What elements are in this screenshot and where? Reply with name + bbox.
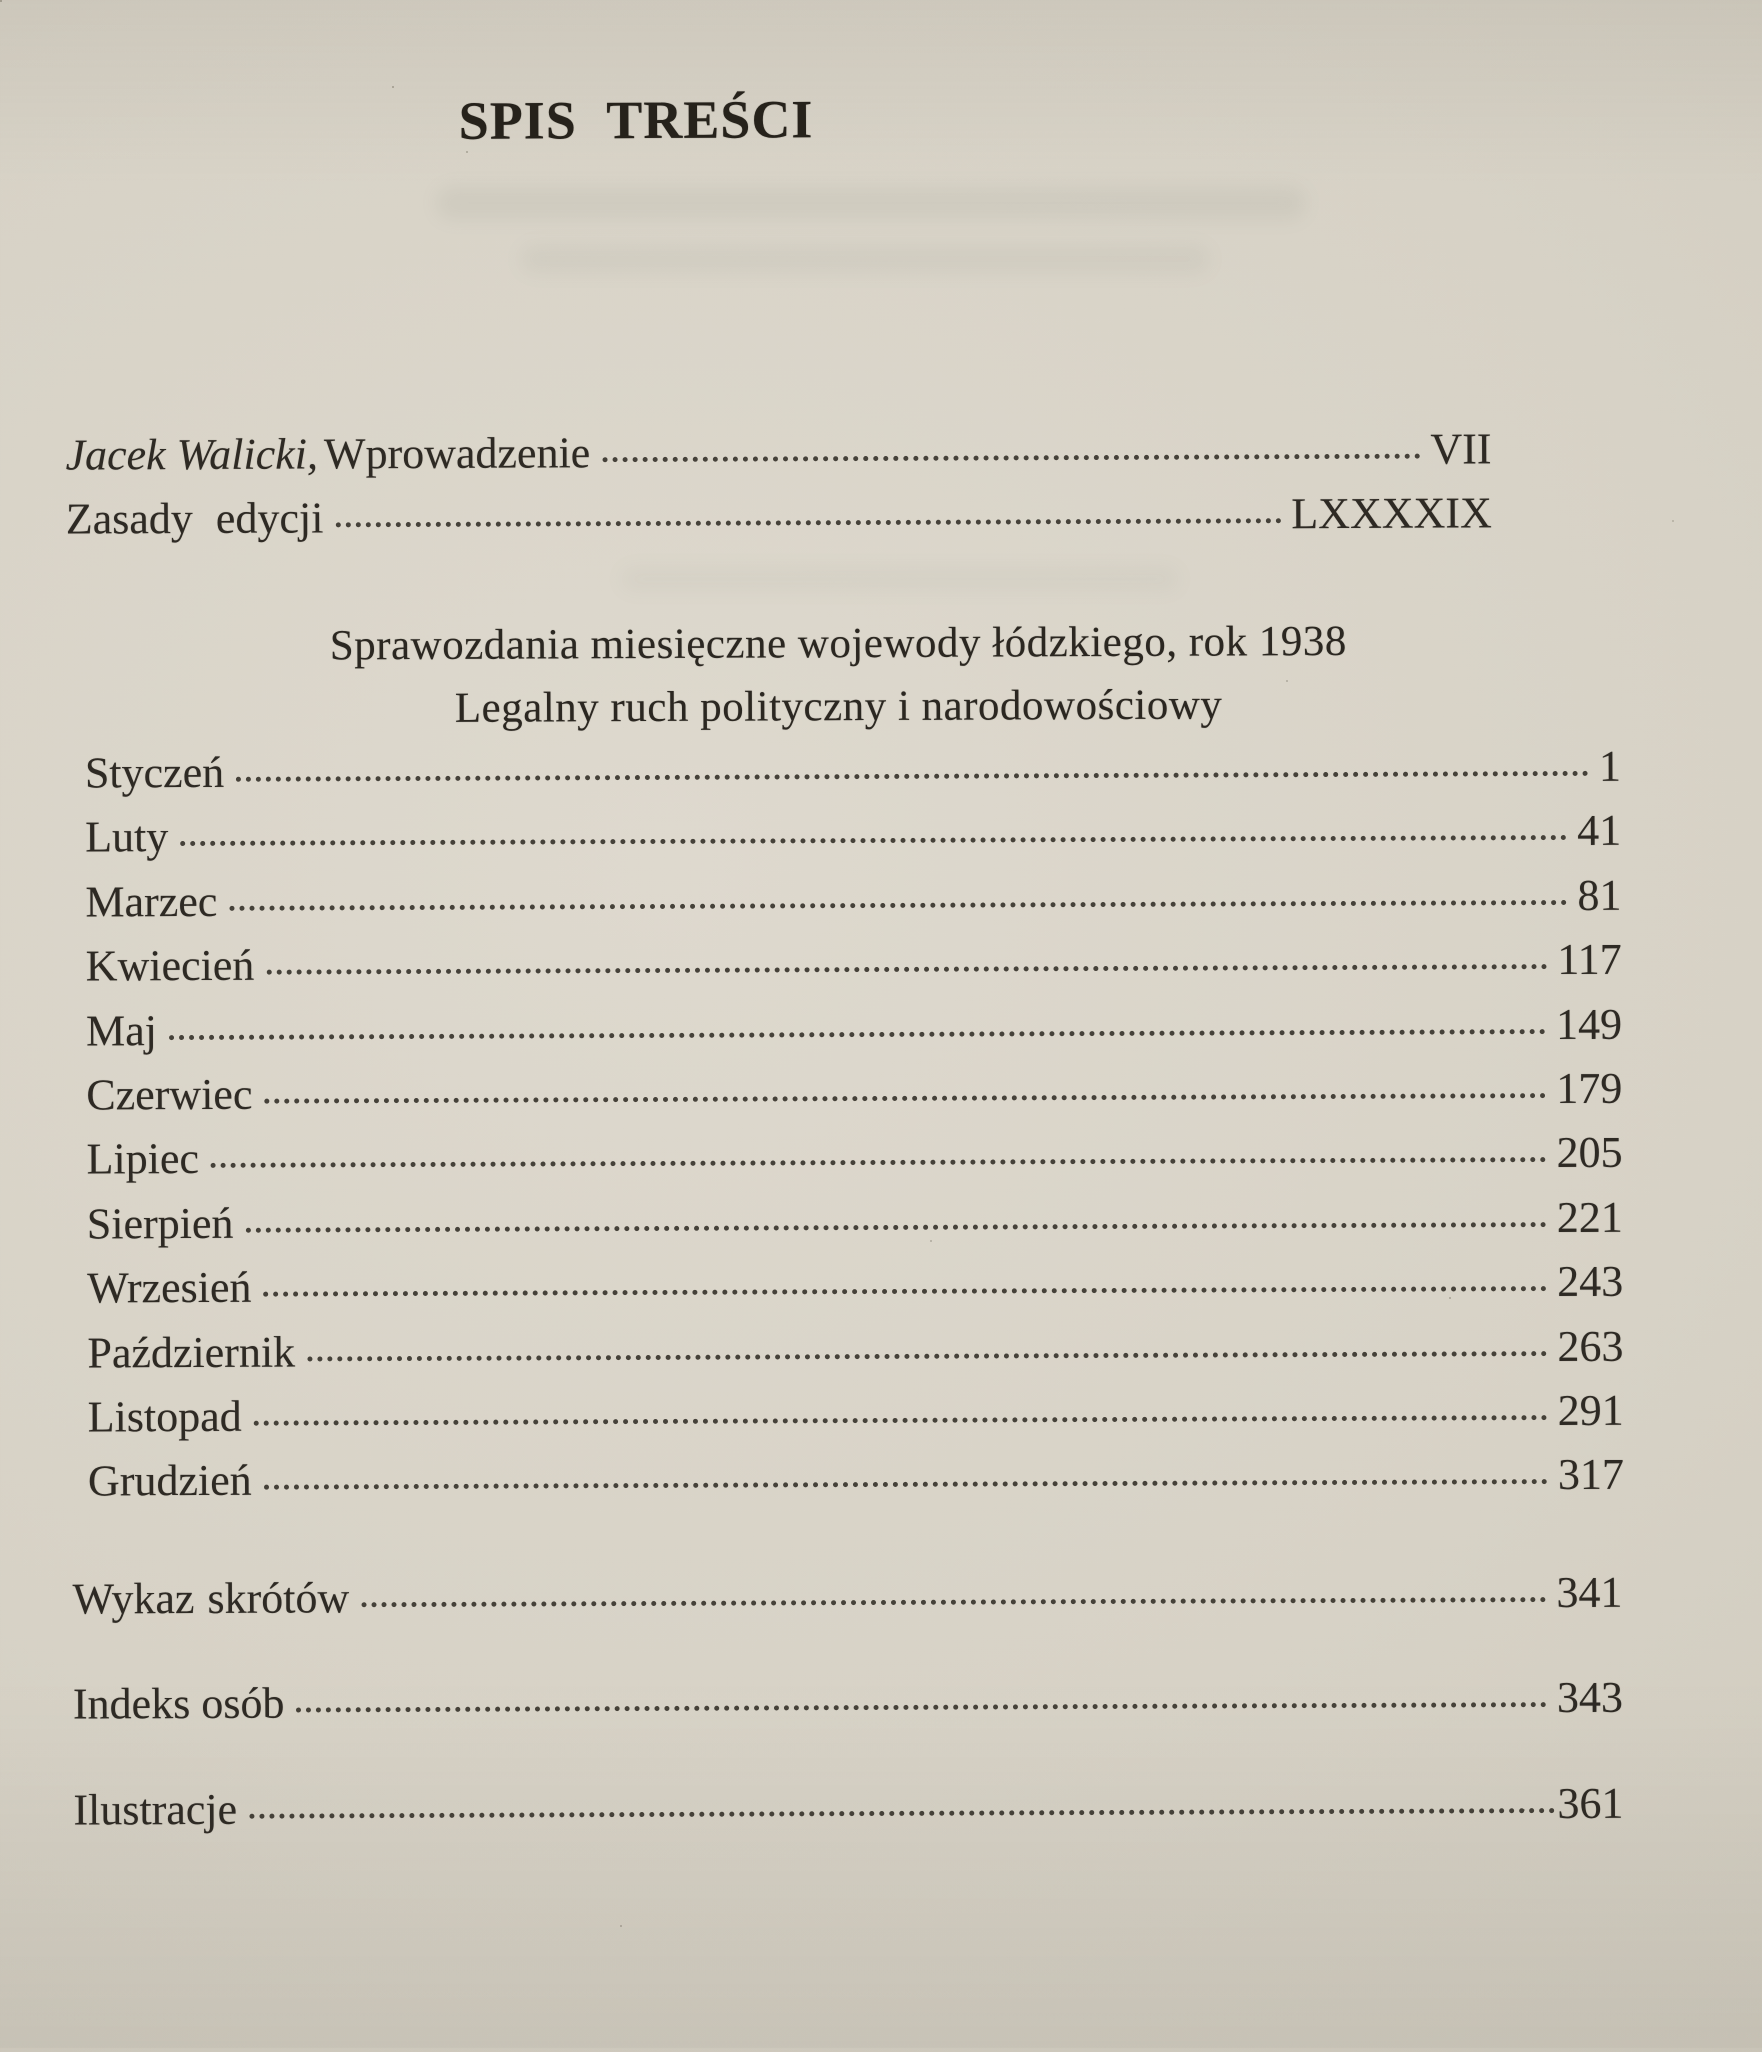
toc-entry <box>85 799 1621 870</box>
dot-leader <box>246 1222 1547 1233</box>
toc-entry <box>86 1121 1622 1192</box>
dot-leader <box>296 1703 1547 1713</box>
toc-entry-page: 341 <box>1556 1567 1623 1618</box>
toc-entry-page: 317 <box>1557 1450 1625 1500</box>
toc-entry <box>86 992 1622 1063</box>
section-heading-line2: Legalny ruch polityczny i narodowościowy <box>454 681 1223 732</box>
toc-entry <box>86 928 1622 999</box>
dot-leader <box>361 1597 1546 1607</box>
toc-entry-label: Czerwiec <box>86 1069 253 1120</box>
dot-leader <box>307 1351 1547 1361</box>
toc-entry-label: Marzec <box>85 876 218 927</box>
toc-entry <box>73 1666 1623 1737</box>
toc-entry-page: 243 <box>1557 1257 1624 1307</box>
toc-entry-label: Grudzień <box>87 1456 252 1506</box>
toc-entry-page: 291 <box>1557 1385 1624 1436</box>
toc-entry-label: Październik <box>87 1327 296 1378</box>
toc-entry-label: Ilustracje <box>73 1784 238 1835</box>
dot-leader <box>264 1480 1548 1491</box>
toc-entry-label: Maj <box>85 1005 158 1056</box>
toc-entry-page: 117 <box>1557 934 1622 985</box>
dot-leader <box>236 771 1589 782</box>
toc-entry <box>86 1057 1622 1128</box>
dot-leader <box>264 1093 1546 1104</box>
page-title: SPIS TREŚCI <box>458 89 814 151</box>
toc-entry <box>65 417 1491 488</box>
toc-entry-label <box>65 421 590 488</box>
toc-entry-label: Kwiecień <box>85 940 255 991</box>
toc-entry-page: 221 <box>1556 1192 1623 1242</box>
months-list <box>85 735 1624 1515</box>
toc-entry <box>87 1250 1623 1321</box>
toc-entry <box>66 482 1492 553</box>
dot-leader <box>249 1808 1555 1819</box>
toc-entry <box>72 1561 1622 1632</box>
section-heading-line1: Sprawozdania miesięczne wojewody łódzkiego, rok 1938 <box>329 617 1347 670</box>
dot-leader <box>211 1158 1547 1169</box>
toc-entry-page: 205 <box>1556 1128 1623 1178</box>
toc-entry-page: VII <box>1430 424 1492 474</box>
toc-entry-label: Styczeń <box>84 747 225 798</box>
paper-specks <box>0 0 2 2</box>
toc-entry-label: Wrzesień <box>87 1262 252 1313</box>
dot-leader <box>266 964 1547 975</box>
toc-entry-title: Wprowadzenie <box>323 428 591 479</box>
toc-entry <box>85 864 1621 935</box>
toc-entry-label: Listopad <box>87 1391 242 1442</box>
toc-entry-page: LXXXXIX <box>1291 488 1492 539</box>
backmatter-list <box>72 1561 1623 1884</box>
dot-leader <box>180 835 1567 846</box>
dot-leader <box>264 1286 1548 1297</box>
dot-leader <box>229 900 1567 911</box>
toc-entry-author: Jacek Walicki, <box>65 429 319 480</box>
toc-entry-page: 343 <box>1556 1673 1624 1723</box>
frontmatter-list <box>65 417 1492 552</box>
toc-entry <box>88 1443 1624 1514</box>
toc-entry-page: 41 <box>1577 806 1622 856</box>
toc-entry <box>88 1379 1624 1450</box>
toc-entry-page: 81 <box>1577 870 1622 920</box>
section-heading <box>18 609 1659 742</box>
dot-leader <box>254 1415 1548 1426</box>
toc-entry-label: Lipiec <box>86 1134 200 1184</box>
toc-entry <box>73 1772 1623 1843</box>
toc-entry-page: 149 <box>1555 999 1623 1049</box>
toc-entry-label: Wykaz skrótów <box>72 1573 350 1624</box>
dot-leader <box>602 454 1420 463</box>
toc-entry <box>87 1314 1623 1385</box>
toc-entry-page: 361 <box>1557 1778 1624 1828</box>
toc-entry-page: 179 <box>1556 1063 1623 1114</box>
toc-entry-label: Zasady edycji <box>65 493 324 544</box>
toc-entry <box>87 1186 1623 1257</box>
toc-entry-label: Sierpień <box>86 1198 234 1249</box>
toc-entry <box>85 735 1621 806</box>
toc-entry-page: 263 <box>1557 1321 1624 1371</box>
toc-entry-label: Luty <box>85 812 169 862</box>
toc-entry-label: Indeks osób <box>72 1679 285 1729</box>
toc-entry-page: 1 <box>1598 741 1621 791</box>
dot-leader <box>335 519 1281 528</box>
dot-leader <box>169 1029 1546 1040</box>
